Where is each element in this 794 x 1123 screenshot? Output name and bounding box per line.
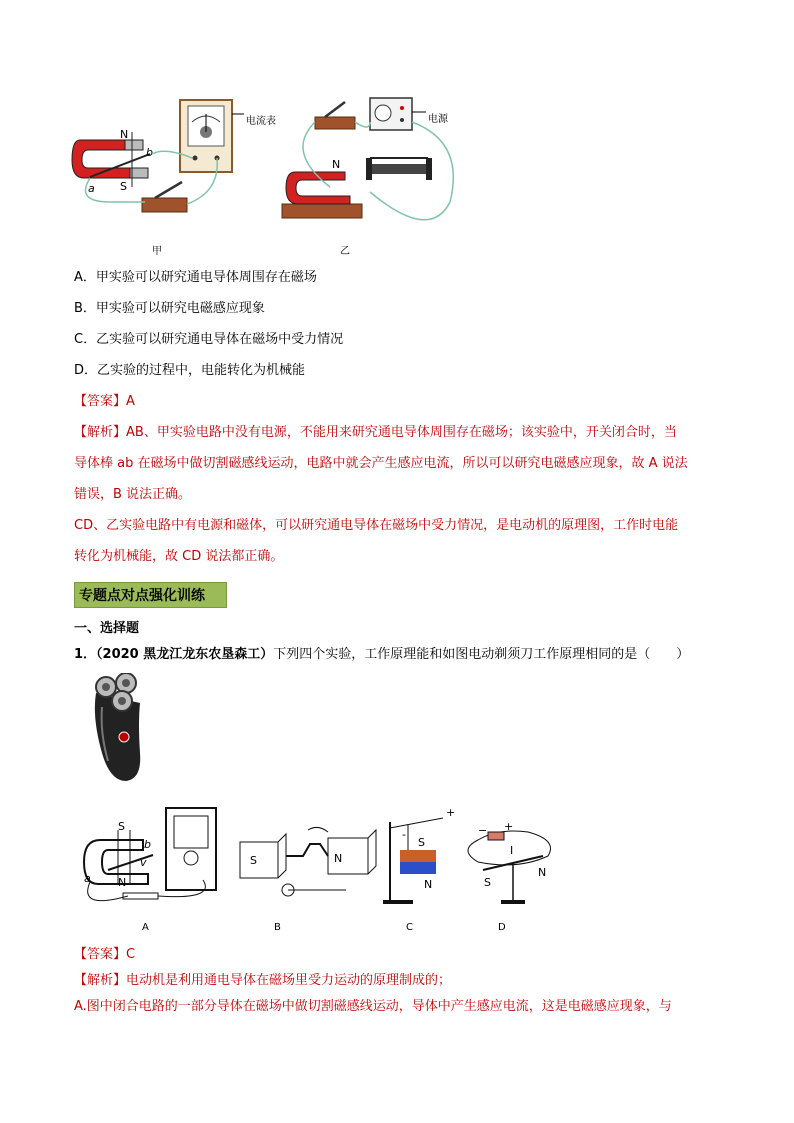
- figure-jia-label: 甲: [152, 246, 162, 257]
- analysis-1-line-4: CD、乙实验电路中有电源和磁体，可以研究通电导体在磁场中受力情况，是电动机的原理图，工作时电能: [74, 518, 679, 533]
- analysis-1-line-3: 错误，B 说法正确。: [74, 487, 192, 502]
- rod-b-label: b: [146, 146, 153, 159]
- analysis-2-line-1: [74, 972, 451, 990]
- a-a-label: a: [84, 872, 91, 885]
- d-minus-label: −: [478, 824, 488, 837]
- section-heading: 一、选择题: [74, 621, 140, 636]
- power-supply: [370, 98, 412, 130]
- analysis-1-line-5: 转化为机械能，故 CD 说法都正确。: [74, 549, 284, 564]
- ammeter-label: 电流表: [246, 116, 276, 127]
- question-text: 下列四个实验，工作原理能和如图电动剃须刀工作原理相同的是（ ）: [273, 647, 690, 662]
- d-i-label: I: [510, 844, 514, 857]
- answer-value: A: [126, 394, 135, 409]
- figure-d: [468, 820, 551, 904]
- option-d: D．乙实验的过程中，电能转化为机械能: [74, 363, 306, 378]
- rheostat: [366, 158, 432, 180]
- figure-label-c: C: [406, 922, 413, 933]
- analysis-tag: 【解析】: [74, 973, 127, 988]
- a-v-label: v: [140, 856, 147, 869]
- figure-yi-label: 乙: [340, 246, 350, 257]
- answer-2: [74, 946, 135, 964]
- ammeter: [180, 100, 232, 172]
- option-c: C．乙实验可以研究通电导体在磁场中受力情况: [74, 332, 344, 347]
- answer-1: [74, 393, 135, 411]
- b-n-label: N: [334, 852, 343, 865]
- magnet-n-label: N: [120, 128, 129, 141]
- a-n-label: N: [118, 876, 127, 889]
- answer-tag: 【答案】: [74, 947, 127, 962]
- electric-shaver-image: [88, 673, 150, 785]
- a-s-label: S: [118, 820, 125, 833]
- figure-options: [78, 800, 568, 940]
- switch-yi: [315, 102, 355, 129]
- analysis-1-line-1: [74, 424, 677, 442]
- section-banner: 专题点对点强化训练: [74, 582, 227, 608]
- d-s-label: S: [484, 876, 491, 889]
- question-source: （2020 黑龙江龙东农垦森工）: [96, 647, 274, 662]
- analysis-2-line-2: A.图中闭合电路的一部分导体在磁场中做切割磁感线运动，导体中产生感应电流，这是电磁感应现象，与: [74, 999, 672, 1014]
- c-n-label: N: [424, 878, 433, 891]
- analysis-tag: 【解析】: [74, 425, 127, 440]
- c-plus-label: +: [446, 806, 456, 819]
- figure-label-d: D: [498, 922, 506, 933]
- answer-value: C: [126, 947, 136, 962]
- figure-label-a: A: [142, 922, 149, 933]
- figure-experiments: [70, 92, 470, 262]
- switch-jia: [142, 182, 187, 212]
- figure-a: [84, 808, 216, 901]
- figure-b: [240, 827, 376, 896]
- option-a: A．甲实验可以研究通电导体周围存在磁场: [74, 270, 317, 285]
- question-1: [74, 646, 689, 664]
- rod-a-label: a: [88, 182, 95, 195]
- d-plus-label: +: [504, 820, 514, 833]
- analysis-text: AB、甲实验电路中没有电源，不能用来研究通电导体周围存在磁场；该实验中，开关闭合时，当: [126, 425, 677, 440]
- magnet2-n-label: N: [332, 158, 341, 171]
- c-minus-label: -: [402, 828, 406, 841]
- b-s-label: S: [250, 854, 257, 867]
- figure-c: [383, 806, 455, 904]
- base-yi: [282, 204, 362, 218]
- analysis-text: 电动机是利用通电导体在磁场里受力运动的原理制成的；: [126, 973, 452, 988]
- c-s-label: S: [418, 836, 425, 849]
- option-b: B．甲实验可以研究电磁感应现象: [74, 301, 265, 316]
- figure-label-b: B: [274, 922, 281, 933]
- d-n-label: N: [538, 866, 547, 879]
- power-label: 电源: [428, 114, 448, 125]
- question-number: 1．: [74, 647, 97, 662]
- a-b-label: b: [144, 838, 151, 851]
- answer-tag: 【答案】: [74, 394, 127, 409]
- analysis-1-line-2: 导体棒 ab 在磁场中做切割磁感线运动，电路中就会产生感应电流，所以可以研究电磁感应现象，故 A 说法: [74, 456, 688, 471]
- magnet-s-label: S: [120, 180, 127, 193]
- experiment-diagram: [70, 92, 470, 262]
